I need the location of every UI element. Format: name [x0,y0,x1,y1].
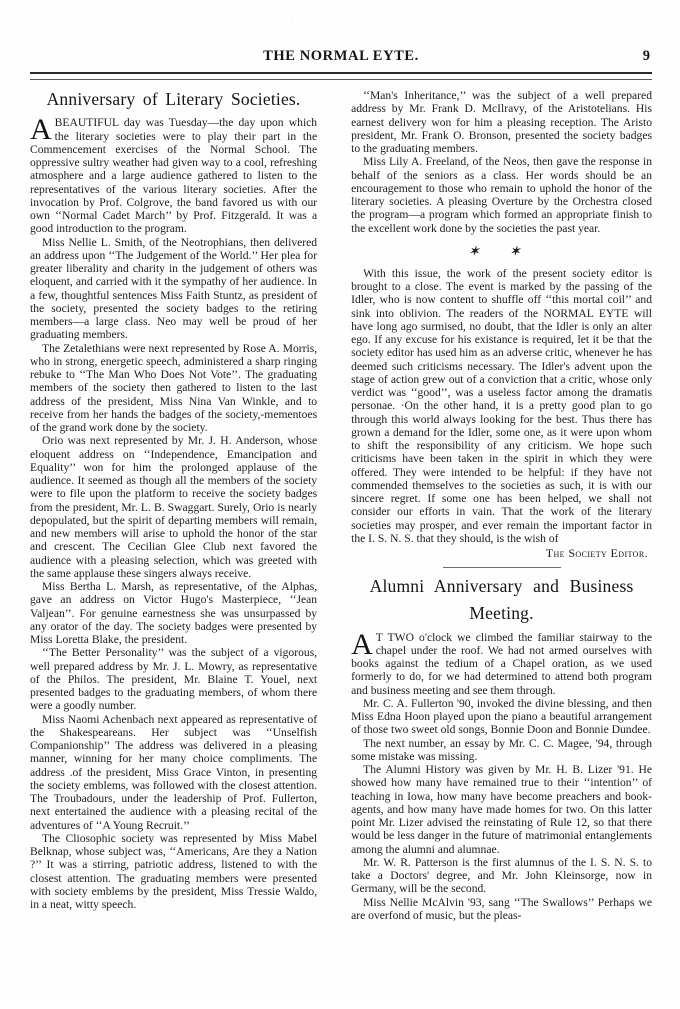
alumni-heading-line-2: Meeting. [469,603,534,624]
paragraph: Miss Naomi Achenbach next appeared as representative of the Shakespeareans. Her subject was ‘‘Unselfish Companionship’’ The address was delivered in a pleasing manner, winning for her many choice compliments. The address .of the president, Miss Grace Vinton, in presenting the society emblems, was followed with the closest attention. The Troubadours, under the leadership of Prof. Fullerton, next entertained the audience with a pleasing recital of the adventures of ‘‘A Young Recruit.’’ [30,712,318,832]
paragraph: The Alumni History was given by Mr. H. B. Lizer '91. He showed how many have remained true to their ‘‘intention’’ of teaching in Iowa, how many have become preachers and book-agents, and how many have made homes for two. On this latter point Mr. Lizer advised the reinstating of Rule 12, so that there would be less danger in the future of matrimonial entanglements among the alumni and alumnae. [351,763,652,856]
running-head [30,48,652,68]
left-column [30,89,325,1009]
page-number: 9 [642,48,650,64]
alumni-heading-line-1: Alumni Anniversary and Business [369,576,634,596]
paragraph: Miss Lily A. Freeland, of the Neos, then gave the response in behalf of the seniors as a class. Her words should be an encouragement to those who remain to uphold the honor of the literary societies. A pleasing Overture by the Orchestra closed the program—a program which formed an appropriate finish to the excellent work done by the societies the past year. [351,155,652,235]
section-divider-rule [443,567,561,568]
paragraph: Mr. W. R. Patterson is the first alumnus of the I. S. N. S. to take a Doctors' degree, and Mr. John Kleinsorge, now in Germany, will be the second. [351,855,652,896]
editor-signature: The Society Editor. [545,546,648,560]
paragraph: AT TWO o'clock we climbed the familiar stairway to the chapel under the roof. We had not armed ourselves with books against the tedium of a Chapel oration, as we used formerly to do, for we had determined to attend both program and business meeting and see them through. [351,627,652,697]
paragraph: The Zetalethians were next represented by Rose A. Morris, who in strong, energetic speech, administered a sharp ringing rebuke to ‘‘The Man Who Does Not Vote’’. The graduating members of the society then gathered to listen to the last address of the president, Miss Nina Van Winkle, and to receive from her hands the badges of the society,-mementoes of the grand work done by the society. [30,341,318,435]
paragraph: The Cliosophic society was represented by Miss Mabel Belknap, whose subject was, ‘‘Americans, Are they a Nation ?’’ It was a stirring, patriotic address, listened to with the closest attention. The graduating members were presented with society emblems by the president, Miss Tressie Waldo, in a neat, witty speech. [30,831,318,912]
right-column [347,89,652,1009]
two-column-body [30,89,652,1009]
header-rule [30,72,652,80]
publication-title: THE NORMAL EYTE. [263,48,419,64]
left-column-heading: Anniversary of Literary Societies. [46,89,301,109]
paragraph: ABEAUTIFUL day was Tuesday—the day upon which the literary societies were to play their part in the Commencement exercises of the Normal School. The oppressive sultry weather had given way to a cool, refreshing atmosphere and a large audience gathered to listen to the representatives of the various literary societies. After the invocation by Prof. Colgrove, the band favored us with our own ‘‘Normal Cadet March’’ by Prof. Fitzgerald. It was a good introduction to the program. [30,113,318,236]
paragraph: Miss Nellie L. Smith, of the Neotrophians, then delivered an address upon ‘‘The Judgement of the World.’’ Her plea for greater liberality and charity in the judgement of others was eloquent, and carried with it the sympathy of her audience. In a few, thoughtful sentences Miss Faith Stuntz, as president of the society, presented the society badges to the retiring members—a large class. Neo may well be proud of her graduating members. [30,235,318,342]
paragraph: ‘‘Man's Inheritance,’’ was the subject of a well prepared address by Mr. Frank D. McIlravy, of the Aristotelians. His earnest delivery won for him a pleasing reception. The Aristo president, Mr. Frank O. Bronson, presented the society badges to the graduating members. [351,89,652,155]
paragraph: Miss Nellie McAlvin '93, sang ‘‘The Swallows’’ Perhaps we are overfond of music, but the pleas- [351,895,652,922]
editorial-paragraph: With this issue, the work of the present society editor is brought to a close. The event is marked by the passing of the Idler, who is now content to shuffle off ‘‘this mortal coil’’ and sink into oblivion. The readers of the NORMAL EYTE will have long ago surmised, no doubt, that the Idler is only an alter ego. If any excuse for his existance is required, let it be that the society editor has used him as an adverse critic, whenever he has deemed such criticisms necessary. The Idler's advent upon the stage of action grew out of a conviction that a critic, whose only verdict was ‘‘good’’, was a useless factor among the dramatis personae. ·On the other hand, it is a pretty good plan to go through this world always looking for the best. Thus there has grown a demand for the Idler, some one, as it were upon whom to shift the responsibility of any criticism. We hope such criticisms have been taken in the spirit in which they were offered. They were intended to be helpful: if they have not commended themselves to the societies as such, it is with our sincere regret. If some one has been helped, we shall not consider our efforts in vain. That the work of the literary societies may prosper, and ever remain the important factor in the I. S. N. S. that they should, is the wish of [351,266,652,545]
asterism-separator: ✶ ✶ [469,243,535,258]
paragraph: ‘‘The Better Personality’’ was the subject of a vigorous, well prepared address by Mr. J. L. Mowry, as representative of the Philos. The president, Mr. Blaine T. Youel, next presented badges to the graduating members, of whom there were a goodly number. [30,646,318,713]
paragraph: The next number, an essay by Mr. C. C. Magee, '94, through some mistake was missing. [351,736,652,763]
column-gutter [325,89,347,1009]
paragraph: Orio was next represented by Mr. J. H. Anderson, whose eloquent address on ‘‘Independence, Emancipation and Equality’’ won for him the prolonged applause of the audience. It seemed as though all the members of the society were to file upon the platform to receive the society badges from the president, Mr. L. B. Swaggart. Surely, Orio is nearly depopulated, but the spirit of departing members will remain, and new members will arise to uphold the honor of the star and crescent. The Cecilian Glee Club next favored the audience with a pleasing selection, which was greeted with the same applause these singers always receive. [30,434,318,580]
paragraph: Mr. C. A. Fullerton '90, invoked the divine blessing, and then Miss Edna Hoon played upon the piano a beautiful arrangement of those two sweet old songs, Bonnie Doon and Bonnie Dundee. [351,696,652,737]
paragraph: Miss Bertha L. Marsh, as representative, of the Alphas, gave an address on Victor Hugo's Masterpiece, ‘‘Jean Valjean’’. For genuine earnestness she was unsurpassed by any orator of the day. The society badges were presented by Miss Loretta Blake, the president. [30,580,318,647]
